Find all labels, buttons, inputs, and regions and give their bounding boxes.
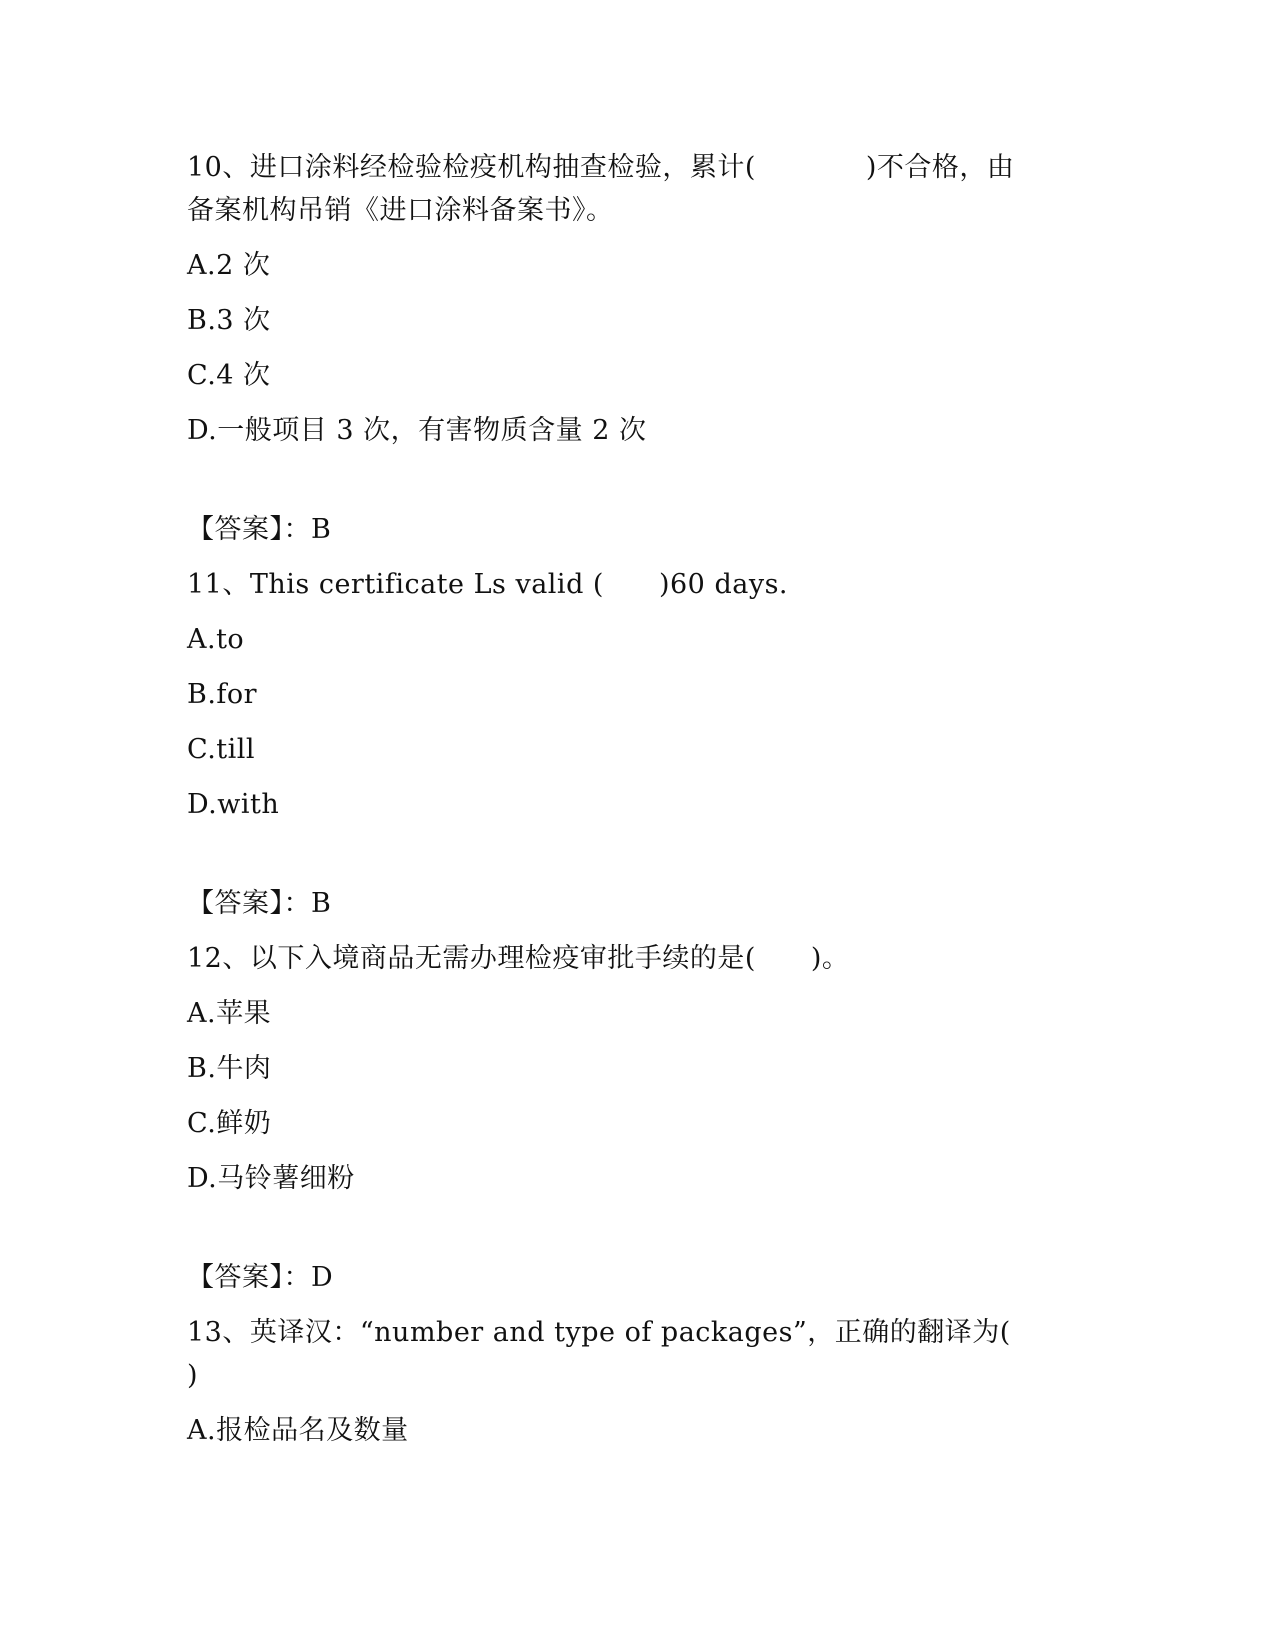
q13-option-a: A.报检品名及数量 (187, 1415, 409, 1446)
q12-option-a: A.苹果 (187, 998, 272, 1029)
q11-option-a: A.to (187, 624, 245, 655)
q11-answer: 【答案】：B (187, 888, 332, 919)
q10-stem-line-2: 备案机构吊销《进口涂料备案书》。 (187, 195, 614, 226)
q11-option-d: D.with (187, 789, 280, 820)
q13-stem-line-1: 13、英译汉：“number and type of packages”，正确的翻译为( (187, 1317, 1011, 1348)
q12-option-b: B.牛肉 (187, 1053, 272, 1084)
q13-stem-line-2: ) (187, 1360, 199, 1391)
q10-stem-line-1: 10、进口涂料经检验检疫机构抽查检验，累计( )不合格，由 (187, 152, 1015, 183)
q11-option-c: C.till (187, 734, 256, 765)
q11-option-b: B.for (187, 679, 258, 710)
q10-option-a: A.2 次 (187, 250, 271, 281)
q10-option-b: B.3 次 (187, 305, 271, 336)
q12-stem-line-1: 12、以下入境商品无需办理检疫审批手续的是( )。 (187, 943, 850, 974)
q10-option-d: D.一般项目 3 次，有害物质含量 2 次 (187, 415, 647, 446)
q11-stem-line-1: 11、This certificate Ls valid ( )60 days. (187, 569, 789, 600)
q12-option-c: C.鲜奶 (187, 1108, 272, 1139)
q10-answer: 【答案】：B (187, 514, 332, 545)
q12-answer: 【答案】：D (187, 1262, 334, 1293)
q10-option-c: C.4 次 (187, 360, 271, 391)
q12-option-d: D.马铃薯细粉 (187, 1163, 355, 1194)
